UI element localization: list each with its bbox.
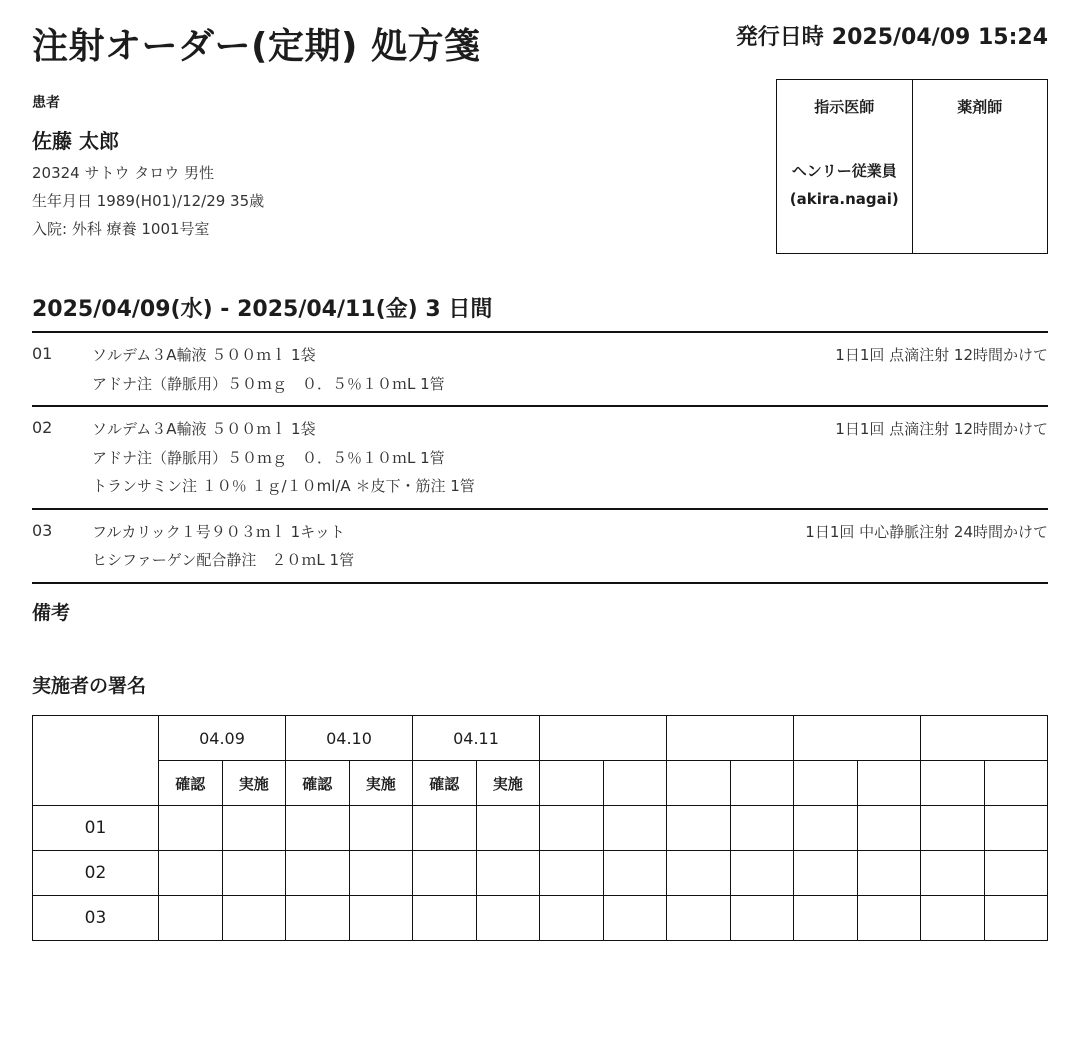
prescription-item: ソルデム３A輸液 ５００ｍｌ 1袋 [92,420,316,438]
signature-row [33,896,1048,941]
signature-cell [286,851,350,896]
signature-cell [540,851,604,896]
signature-cell [476,806,540,851]
row-label: 02 [33,851,159,896]
subheader-row [33,761,1048,806]
date-header-row [33,716,1048,761]
empty-subheader [921,761,985,806]
signature-cell [540,896,604,941]
signature-cell [730,851,794,896]
prescription-group [32,508,1048,584]
empty-subheader [984,761,1048,806]
signature-cell [984,806,1048,851]
date-header-empty [540,716,667,761]
signature-cell [286,896,350,941]
signature-cell [349,851,413,896]
signature-cell [857,896,921,941]
signature-cell [413,806,477,851]
signature-cell [984,896,1048,941]
signature-cell [921,806,985,851]
signature-heading: 実施者の署名 [32,675,147,697]
treatment-period: 2025/04/09(水) - 2025/04/11(金) 3 日間 [32,297,493,322]
execute-header: 実施 [222,761,286,806]
prescription-item: ヒシファーゲン配合静注 ２０ｍL 1管 [92,551,355,569]
date-header-empty [794,716,921,761]
prescription-direction: 1日1回 点滴注射 12時間かけて [835,346,1048,364]
patient-name: 佐藤 太郎 [32,129,119,153]
patient-birth-line: 生年月日 1989(H01)/12/29 35歳 [32,192,265,210]
prescription-number: 02 [32,418,53,437]
prescription-number: 01 [32,344,53,363]
signature-row [33,851,1048,896]
signature-cell [413,851,477,896]
signature-cell [794,851,858,896]
signature-cell [603,851,667,896]
issued-value: 2025/04/09 15:24 [831,25,1048,50]
date-header: 04.11 [413,716,540,761]
issued-label: 発行日時 [735,25,824,50]
signature-cell [921,896,985,941]
empty-subheader [857,761,921,806]
doctor-id: (akira.nagai) [789,190,899,208]
signature-cell [349,896,413,941]
signature-cell [984,851,1048,896]
signature-cell [667,806,731,851]
empty-subheader [730,761,794,806]
prescription-item: トランサミン注 １０％ １ｇ/１０ml/A ＊皮下・筋注 1管 [92,477,475,495]
confirm-header: 確認 [413,761,477,806]
signature-cell [476,851,540,896]
signature-cell [222,851,286,896]
remarks-heading: 備考 [32,602,71,624]
prescription-number: 03 [32,520,53,540]
signature-cell [540,806,604,851]
prescription-list [32,331,1048,584]
page-title: 注射オーダー(定期) 処方箋 [32,26,481,67]
empty-subheader [603,761,667,806]
prescription-item: フルカリック１号９０３ｍｌ 1キット [92,522,345,541]
prescription-group [32,405,1048,508]
doctor-name: ヘンリー従業員 [791,162,897,180]
signature-cell [286,806,350,851]
execute-header: 実施 [349,761,413,806]
pharmacist-label: 薬剤師 [957,98,1003,116]
date-header: 04.09 [159,716,286,761]
date-header: 04.10 [286,716,413,761]
signature-cell [476,896,540,941]
signature-cell [603,806,667,851]
signature-cell [349,806,413,851]
approval-box [776,79,1048,254]
date-header-empty [667,716,794,761]
prescription-group [32,331,1048,405]
issued-datetime [736,20,1048,51]
signature-cell [857,806,921,851]
signature-cell [222,806,286,851]
signature-cell [159,896,223,941]
signature-cell [730,806,794,851]
signature-cell [730,896,794,941]
pharmacist-column [912,80,1048,253]
signature-cell [794,806,858,851]
empty-subheader [667,761,731,806]
row-label: 01 [33,806,159,851]
signature-row [33,806,1048,851]
doctor-label: 指示医師 [814,98,875,116]
signature-cell [222,896,286,941]
empty-subheader [540,761,604,806]
patient-label: 患者 [32,95,60,111]
execute-header: 実施 [476,761,540,806]
signature-cell [159,806,223,851]
prescription-direction: 1日1回 点滴注射 12時間かけて [835,420,1048,438]
prescription-direction: 1日1回 中心静脈注射 24時間かけて [805,522,1048,541]
corner-cell [33,716,159,806]
signature-cell [857,851,921,896]
signature-cell [667,896,731,941]
doctor-signature [777,157,912,213]
prescription-item: ソルデム３A輸液 ５００ｍｌ 1袋 [92,346,316,364]
signature-cell [603,896,667,941]
signature-cell [413,896,477,941]
confirm-header: 確認 [159,761,223,806]
prescription-item: アドナ注（静脈用）５０ｍｇ ０．５％１０ｍL 1管 [92,374,445,393]
signature-cell [667,851,731,896]
confirm-header: 確認 [286,761,350,806]
doctor-column [777,80,912,253]
prescription-item: アドナ注（静脈用）５０ｍｇ ０．５％１０ｍL 1管 [92,448,445,467]
empty-subheader [794,761,858,806]
row-label: 03 [33,896,159,941]
signature-cell [794,896,858,941]
signature-cell [921,851,985,896]
signature-cell [159,851,223,896]
patient-admission-line: 入院: 外科 療養 1001号室 [32,220,210,238]
date-header-empty [921,716,1048,761]
patient-id-line: 20324 サトウ タロウ 男性 [32,164,215,182]
signature-table [32,715,1048,941]
